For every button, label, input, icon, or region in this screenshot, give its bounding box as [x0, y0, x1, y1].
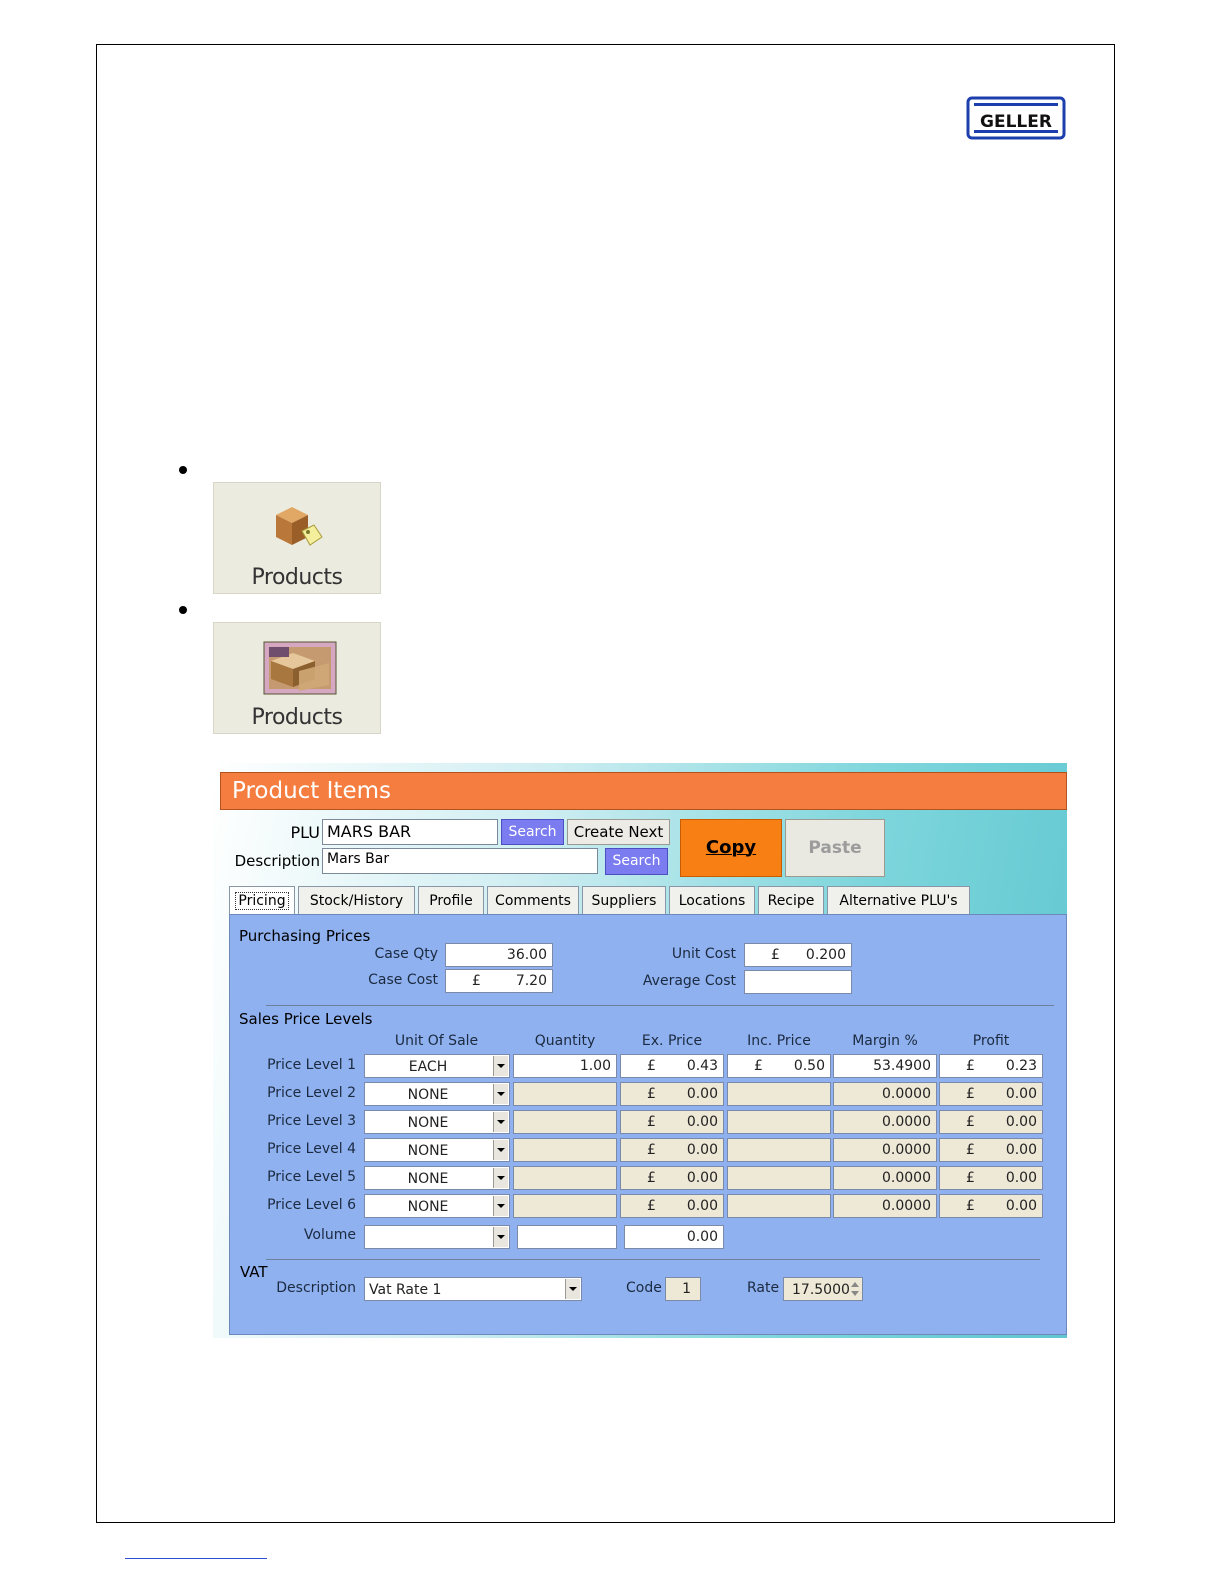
volume-value-field[interactable]: 0.00 — [624, 1225, 724, 1249]
col-margin: Margin % — [852, 1033, 918, 1049]
quantity-field[interactable] — [513, 1110, 617, 1134]
price-level-label: Price Level 5 — [267, 1169, 356, 1185]
divider — [266, 1259, 1040, 1260]
paste-button[interactable]: Paste — [785, 819, 885, 877]
profit-field[interactable]: £ 0.00 — [939, 1194, 1043, 1218]
col-quantity: Quantity — [534, 1033, 596, 1049]
window-titlebar — [220, 772, 1067, 810]
footer-link-underline — [125, 1558, 267, 1559]
plu-input[interactable]: MARS BAR — [322, 819, 498, 845]
create-next-button[interactable]: Create Next — [567, 819, 670, 845]
unit-cost-label: Unit Cost — [671, 946, 736, 962]
inc-price-field[interactable] — [727, 1194, 831, 1218]
unit-of-sale-select[interactable]: NONE — [364, 1194, 510, 1218]
geller-logo — [966, 96, 1066, 140]
inc-price-field[interactable]: £ 0.50 — [727, 1054, 831, 1078]
case-qty-field[interactable]: 36.00 — [445, 943, 553, 967]
plu-search-button[interactable]: Search — [501, 819, 564, 845]
tab-locations[interactable]: Locations — [669, 886, 755, 915]
chevron-down-icon — [493, 1227, 508, 1247]
copy-button[interactable]: Copy — [680, 819, 782, 877]
products-tile-2[interactable] — [213, 622, 381, 734]
quantity-field[interactable] — [513, 1194, 617, 1218]
profit-field[interactable]: £ 0.23 — [939, 1054, 1043, 1078]
description-input[interactable]: Mars Bar — [322, 848, 598, 874]
quantity-field[interactable] — [513, 1138, 617, 1162]
vat-rate-label: Rate — [747, 1280, 780, 1296]
col-inc-price: Inc. Price — [747, 1033, 811, 1049]
inc-price-field[interactable] — [727, 1138, 831, 1162]
vat-code-field[interactable]: 1 — [665, 1277, 701, 1301]
vat-description-label: Description — [276, 1280, 356, 1296]
case-cost-field[interactable]: £ 7.20 — [445, 969, 553, 993]
sales-price-levels-heading: Sales Price Levels — [239, 1010, 373, 1028]
quantity-field[interactable] — [513, 1082, 617, 1106]
pricing-panel — [229, 914, 1067, 1335]
chevron-down-icon — [493, 1140, 508, 1160]
tab-profile[interactable]: Profile — [418, 886, 484, 915]
margin-field[interactable]: 0.0000 — [833, 1138, 937, 1162]
tab-pricing[interactable]: Pricing — [229, 886, 295, 915]
volume-quantity-field[interactable] — [517, 1225, 617, 1249]
vat-description-select[interactable]: Vat Rate 1 — [364, 1277, 582, 1301]
purchasing-prices-heading: Purchasing Prices — [239, 927, 371, 945]
tile-label: Products — [251, 565, 343, 590]
tab-comments[interactable]: Comments — [487, 886, 579, 915]
margin-field[interactable]: 0.0000 — [833, 1166, 937, 1190]
unit-of-sale-select[interactable]: EACH — [364, 1054, 510, 1078]
ex-price-field[interactable]: £ 0.00 — [620, 1194, 724, 1218]
window-title: Product Items — [232, 778, 391, 804]
chevron-down-icon — [493, 1168, 508, 1188]
case-qty-label: Case Qty — [374, 946, 438, 962]
ex-price-field[interactable]: £ 0.00 — [620, 1082, 724, 1106]
inc-price-field[interactable] — [727, 1166, 831, 1190]
price-level-label: Price Level 4 — [267, 1141, 356, 1157]
spinner-arrows-icon[interactable] — [849, 1279, 861, 1299]
chevron-down-icon — [493, 1196, 508, 1216]
ex-price-field[interactable]: £ 0.00 — [620, 1138, 724, 1162]
unit-cost-field[interactable]: £ 0.200 — [744, 943, 852, 967]
vat-heading: VAT — [240, 1263, 268, 1281]
volume-label: Volume — [303, 1227, 356, 1243]
average-cost-field[interactable] — [744, 970, 852, 994]
bullet — [179, 466, 187, 474]
vat-rate-stepper[interactable]: 17.5000 — [783, 1277, 863, 1301]
tab-alternative-plus[interactable]: Alternative PLU's — [827, 886, 970, 915]
inc-price-field[interactable] — [727, 1082, 831, 1106]
volume-unit-select[interactable] — [364, 1225, 510, 1249]
description-search-button[interactable]: Search — [605, 848, 668, 875]
chevron-down-icon — [493, 1084, 508, 1104]
vat-code-label: Code — [626, 1280, 662, 1296]
unit-of-sale-select[interactable]: NONE — [364, 1082, 510, 1106]
col-ex-price: Ex. Price — [641, 1033, 703, 1049]
products-tile-1[interactable] — [213, 482, 381, 594]
tab-stock-history[interactable]: Stock/History — [298, 886, 415, 915]
margin-field[interactable]: 0.0000 — [833, 1082, 937, 1106]
product-items-window — [213, 763, 1067, 1338]
inc-price-field[interactable] — [727, 1110, 831, 1134]
unit-of-sale-select[interactable]: NONE — [364, 1110, 510, 1134]
tab-suppliers[interactable]: Suppliers — [582, 886, 666, 915]
col-unit-of-sale: Unit Of Sale — [394, 1033, 479, 1049]
price-level-label: Price Level 3 — [267, 1113, 356, 1129]
price-level-label: Price Level 2 — [267, 1085, 356, 1101]
chevron-down-icon — [565, 1279, 580, 1299]
unit-of-sale-select[interactable]: NONE — [364, 1138, 510, 1162]
price-level-label: Price Level 1 — [267, 1057, 356, 1073]
plu-label: PLU — [290, 823, 320, 842]
case-cost-label: Case Cost — [368, 972, 438, 988]
ex-price-field[interactable]: £ 0.00 — [620, 1166, 724, 1190]
profit-field[interactable]: £ 0.00 — [939, 1138, 1043, 1162]
margin-field[interactable]: 53.4900 — [833, 1054, 937, 1078]
average-cost-label: Average Cost — [642, 973, 736, 989]
chevron-down-icon — [493, 1056, 508, 1076]
col-profit: Profit — [972, 1033, 1010, 1049]
profit-field[interactable]: £ 0.00 — [939, 1166, 1043, 1190]
unit-of-sale-select[interactable]: NONE — [364, 1166, 510, 1190]
profit-field[interactable]: £ 0.00 — [939, 1082, 1043, 1106]
quantity-field[interactable] — [513, 1166, 617, 1190]
margin-field[interactable]: 0.0000 — [833, 1194, 937, 1218]
margin-field[interactable]: 0.0000 — [833, 1110, 937, 1134]
boxes-photo-icon — [263, 641, 337, 695]
svg-text:GELLER: GELLER — [980, 112, 1052, 132]
ex-price-field[interactable]: £ 0.00 — [620, 1110, 724, 1134]
tile-label: Products — [251, 705, 343, 730]
ex-price-field[interactable]: £ 0.43 — [620, 1054, 724, 1078]
bullet — [179, 606, 187, 614]
divider — [266, 1005, 1054, 1006]
quantity-field[interactable]: 1.00 — [513, 1054, 617, 1078]
description-label: Description — [234, 852, 320, 870]
chevron-down-icon — [493, 1112, 508, 1132]
price-level-label: Price Level 6 — [267, 1197, 356, 1213]
tab-recipe[interactable]: Recipe — [758, 886, 824, 915]
box-tag-icon — [272, 501, 324, 551]
profit-field[interactable]: £ 0.00 — [939, 1110, 1043, 1134]
